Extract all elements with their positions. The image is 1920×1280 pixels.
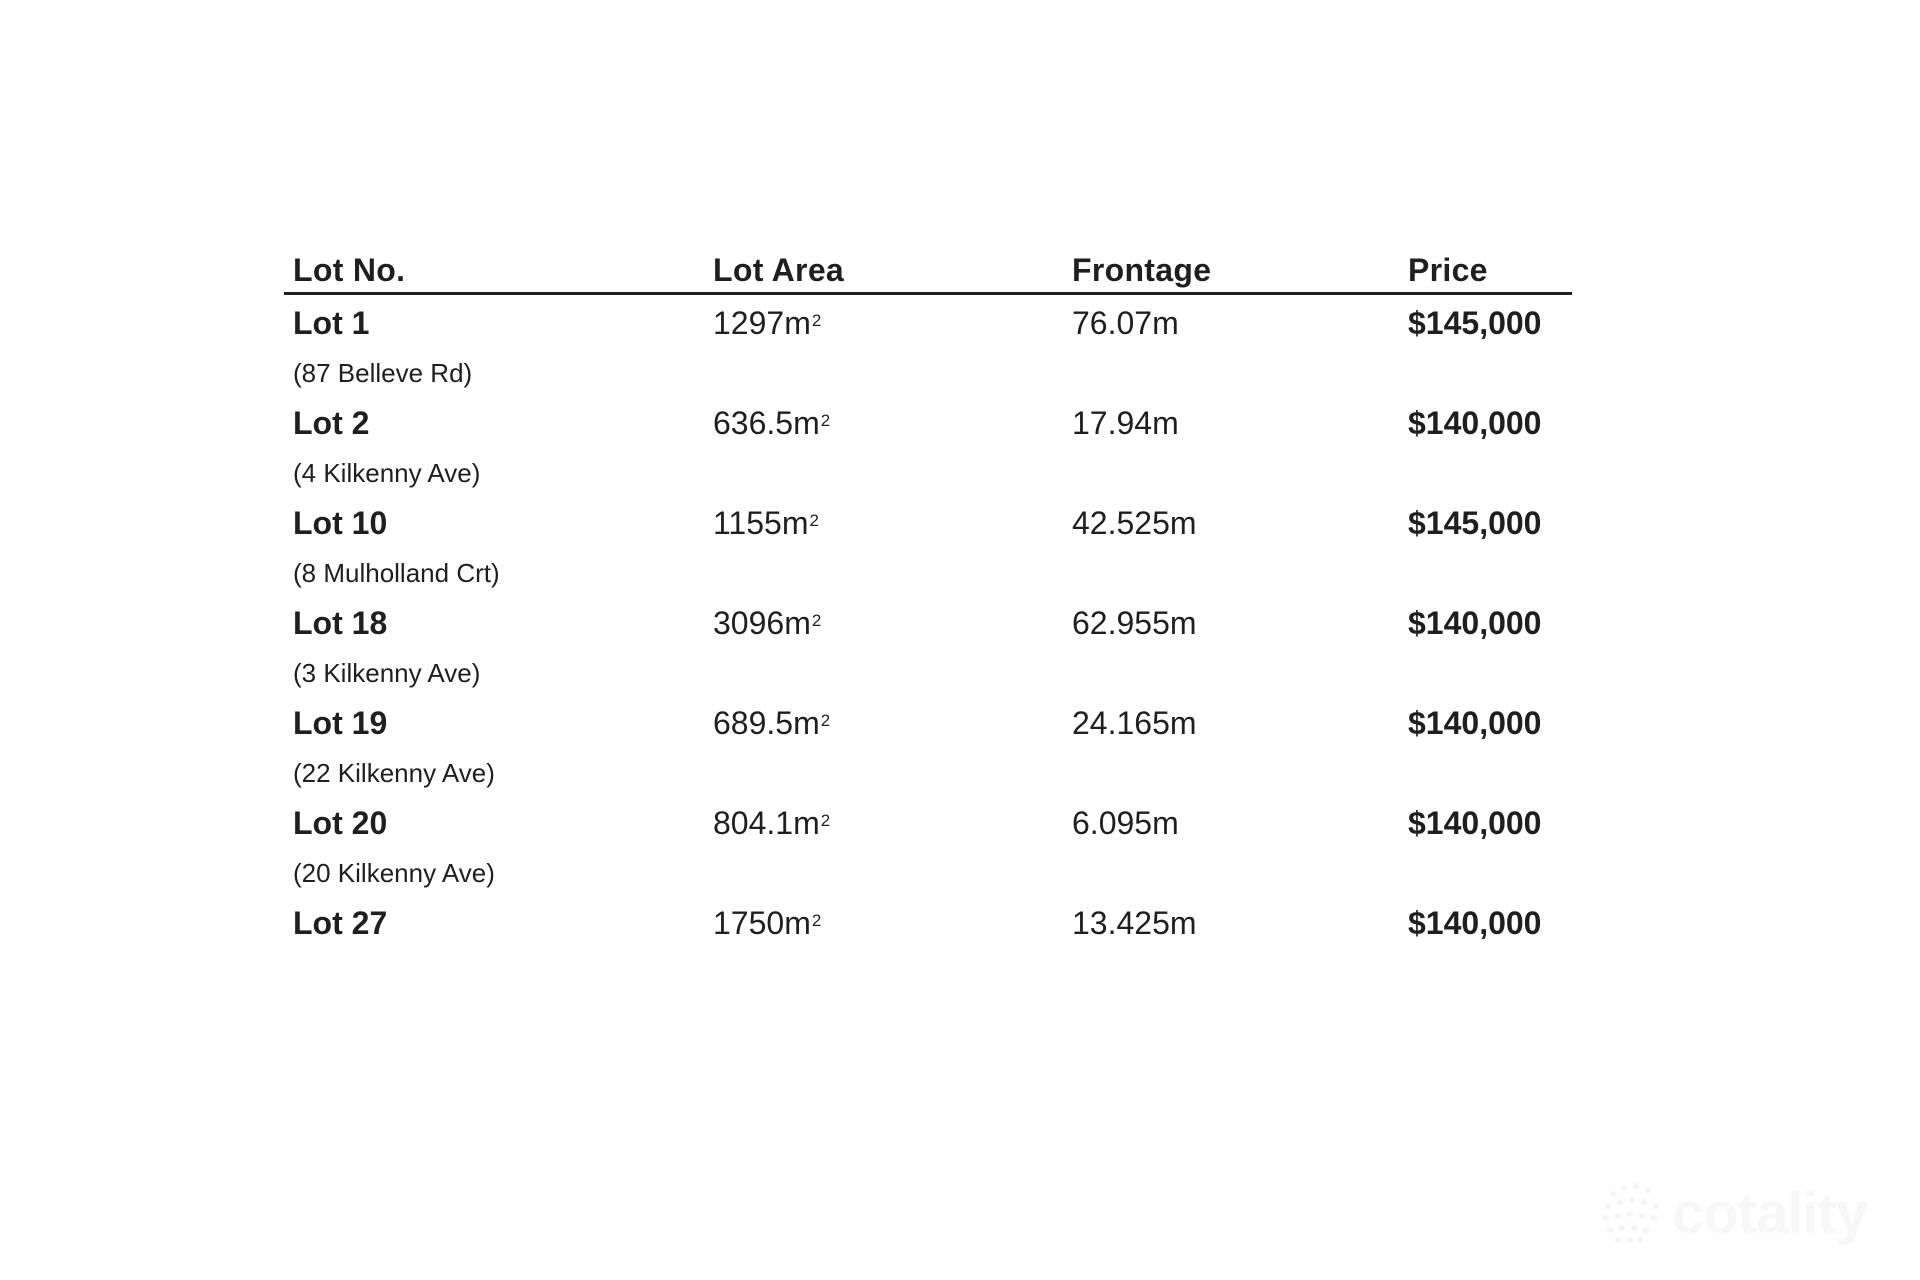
lot-address: (4 Kilkenny Ave) [293, 458, 481, 488]
table-row [284, 895, 1572, 995]
lot-frontage: 24.165m [1072, 705, 1197, 741]
table-row [284, 395, 1572, 495]
lot-area: $804.1m^2$ [713, 805, 831, 841]
table-row [284, 595, 1572, 695]
lot-price: $140,000 [1408, 405, 1542, 441]
lot-area: $636.5m^2$ [713, 405, 831, 441]
area-exponent: 2 [809, 511, 819, 530]
lot-number: Lot 19 [293, 705, 388, 741]
header-lot-no: Lot No. [293, 252, 406, 288]
cotality-watermark [1594, 1172, 1894, 1252]
table-header [284, 246, 1572, 295]
lot-price: $140,000 [1408, 605, 1542, 641]
lot-address: (22 Kilkenny Ave) [293, 758, 495, 788]
lot-address: (8 Mulholland Crt) [293, 558, 500, 588]
area-exponent: 2 [811, 611, 822, 630]
watermark-text: cotality [1672, 1181, 1868, 1246]
header-lot-area: Lot Area [713, 252, 845, 288]
lot-area: $1297m^2$ [713, 305, 822, 341]
lot-frontage: 13.425m [1072, 905, 1197, 941]
lot-area: $1750m^2$ [713, 905, 822, 941]
header-price: Price [1408, 252, 1488, 288]
area-exponent: 2 [820, 711, 831, 730]
lot-address: (3 Kilkenny Ave) [293, 658, 481, 688]
lot-address: (20 Kilkenny Ave) [293, 858, 495, 888]
lot-price: $140,000 [1408, 805, 1542, 841]
lot-frontage: 76.07m [1072, 305, 1179, 341]
lot-number: Lot 20 [293, 805, 388, 841]
area-exponent: 2 [811, 311, 822, 330]
header-frontage: Frontage [1072, 252, 1212, 288]
area-exponent: 2 [820, 811, 831, 830]
lot-area: $3096m^2$ [713, 605, 822, 641]
lot-price: $140,000 [1408, 905, 1542, 941]
table-row [284, 495, 1572, 595]
table-row [284, 795, 1572, 895]
lot-area: $1155m^2$ [713, 505, 819, 541]
lot-number: Lot 1 [293, 305, 370, 341]
lot-number: Lot 27 [293, 905, 388, 941]
lot-price-table [284, 246, 1572, 995]
lot-frontage: 17.94m [1072, 405, 1179, 441]
lot-price: $145,000 [1408, 505, 1542, 541]
table-row [284, 695, 1572, 795]
lot-number: Lot 2 [293, 405, 370, 441]
lot-address: (87 Belleve Rd) [293, 358, 473, 388]
area-exponent: 2 [820, 411, 831, 430]
lot-price: $145,000 [1408, 305, 1542, 341]
lot-area: $689.5m^2$ [713, 705, 831, 741]
lot-number: Lot 10 [293, 505, 388, 541]
lot-frontage: 42.525m [1072, 505, 1197, 541]
table-row [284, 295, 1572, 395]
lot-number: Lot 18 [293, 605, 388, 641]
lot-price: $140,000 [1408, 705, 1542, 741]
lot-frontage: 6.095m [1072, 805, 1179, 841]
area-exponent: 2 [811, 911, 822, 930]
lot-frontage: 62.955m [1072, 605, 1197, 641]
